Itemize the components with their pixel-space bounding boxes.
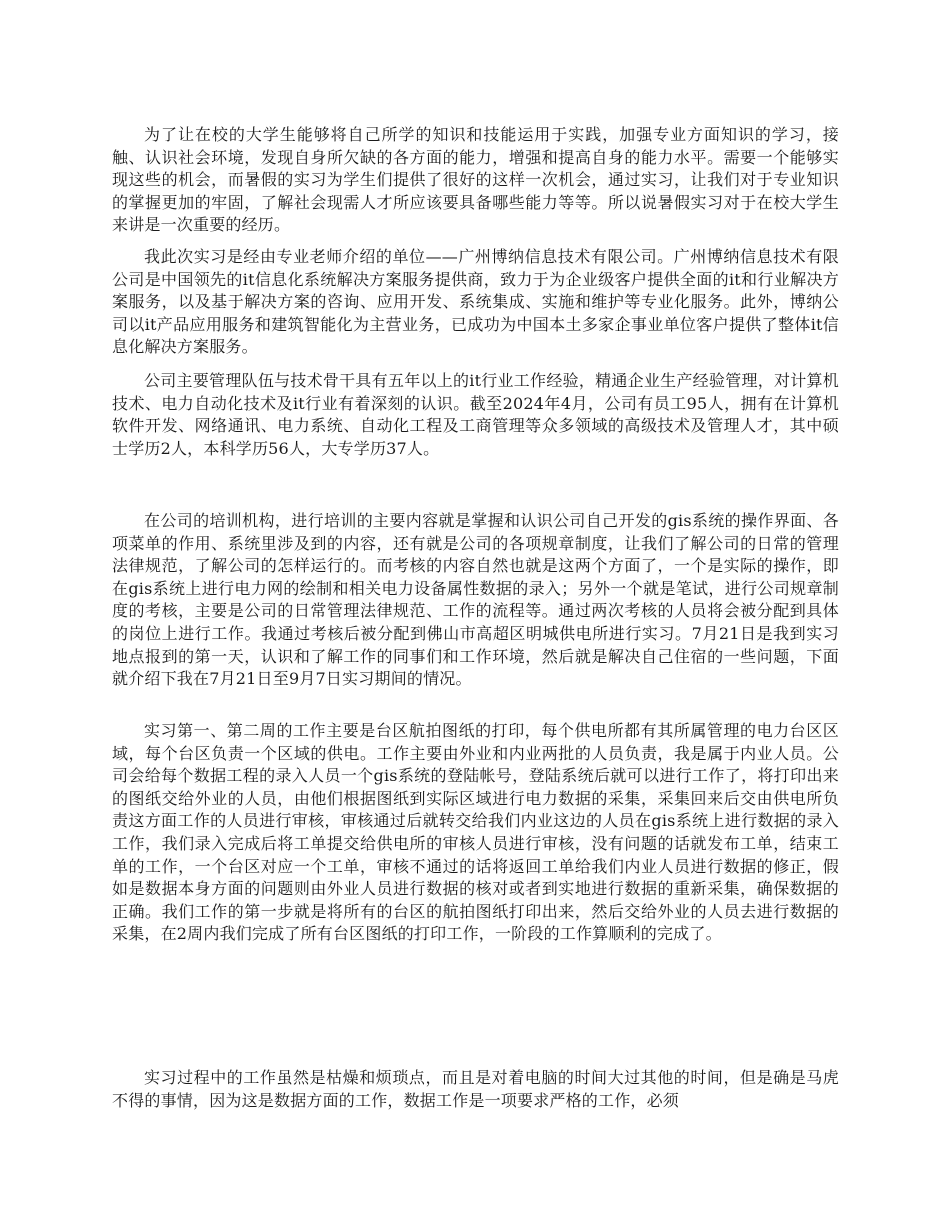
paragraph-company-intro: 我此次实习是经由专业老师介绍的单位——广州博纳信息技术有限公司。广州博纳信息技术有限公司是中国领先的it信息化系统解决方案服务提供商，致力于为企业级客户提供全面的it和行业解决方案服务，以及基于解决方案的咨询、应用开发、系统集成、实施和维护等专业化服务。此外，博纳公司以it产品应用服务和建筑智能化为主营业务，已成功为中国本土多家企事业单位客户提供了整体it信息化解决方案服务。 (112, 247, 839, 357)
paragraph-training: 在公司的培训机构，进行培训的主要内容就是掌握和认识公司自己开发的gis系统的操作界面、各项菜单的作用、系统里涉及到的内容，还有就是公司的各项规章制度，让我们了解公司的日常的管理法律规范，了解公司的怎样运行的。而考核的内容自然也就是这两个方面了，一个是实际的操作，即在gis系统上进行电力网的绘制和相关电力设备属性数据的录入；另外一个就是笔试，进行公司规章制度的考核，主要是公司的日常管理法律规范、工作的流程等。通过两次考核的人员将会被分配到具体的岗位上进行工作。我通过考核后被分配到佛山市高超区明城供电所进行实习。7月21日是我到实习地点报到的第一天，认识和了解工作的同事们和工作环境，然后就是解决自己住宿的一些问题，下面就介绍下我在7月21日至9月7日实习期间的情况。 (112, 511, 839, 689)
paragraph-company-staff: 公司主要管理队伍与技术骨干具有五年以上的it行业工作经验，精通企业生产经验管理，对计算机技术、电力自动化技术及it行业有着深刻的认识。截至2024年4月，公司有员工95人，拥有在计算机软件开发、网络通讯、电力系统、自动化工程及工商管理等众多领域的高级技术及管理人才，其中硕士学历2人，本科学历56人，大专学历37人。 (112, 371, 839, 458)
paragraph-first-weeks: 实习第一、第二周的工作主要是台区航拍图纸的打印，每个供电所都有其所属管理的电力台区区域，每个台区负责一个区域的供电。工作主要由外业和内业两批的人员负责，我是属于内业人员。公司会给每个数据工程的录入人员一个gis系统的登陆帐号，登陆系统后就可以进行工作了，将打印出来的图纸交给外业的人员，由他们根据图纸到实际区域进行电力数据的采集，采集回来后交由供电所负责这方面工作的人员进行审核，审核通过后就转交给我们内业这边的人员在gis系统上进行数据的录入工作，我们录入完成后将工单提交给供电所的审核人员进行审核，没有问题的话就发布工单，结束工单的工作，一个台区对应一个工单，审核不通过的话将返回工单给我们内业人员进行数据的修正，假如是数据本身方面的问题则由外业人员进行数据的核对或者到实地进行数据的重新采集，确保数据的正确。我们工作的第一步就是将所有的台区的航拍图纸打印出来，然后交给外业的人员去进行数据的采集，在2周内我们完成了所有台区图纸的打印工作，一阶段的工作算顺利的完成了。 (112, 721, 839, 944)
paragraph-intro: 为了让在校的大学生能够将自己所学的知识和技能运用于实践，加强专业方面知识的学习，接触、认识社会环境，发现自身所欠缺的各方面的能力，增强和提高自身的能力水平。需要一个能够实现这些的机会，而暑假的实习为学生们提供了很好的这样一次机会，通过实习，让我们对于专业知识的掌握更加的牢固，了解社会现需人才所应该要具备哪些能力等等。所以说暑假实习对于在校大学生来讲是一次重要的经历。 (112, 125, 839, 235)
paragraph-work-reflection: 实习过程中的工作虽然是枯燥和烦琐点，而且是对着电脑的时间大过其他的时间，但是确是马虎不得的事情，因为这是数据方面的工作，数据工作是一项要求严格的工作，必须 (112, 1068, 839, 1110)
